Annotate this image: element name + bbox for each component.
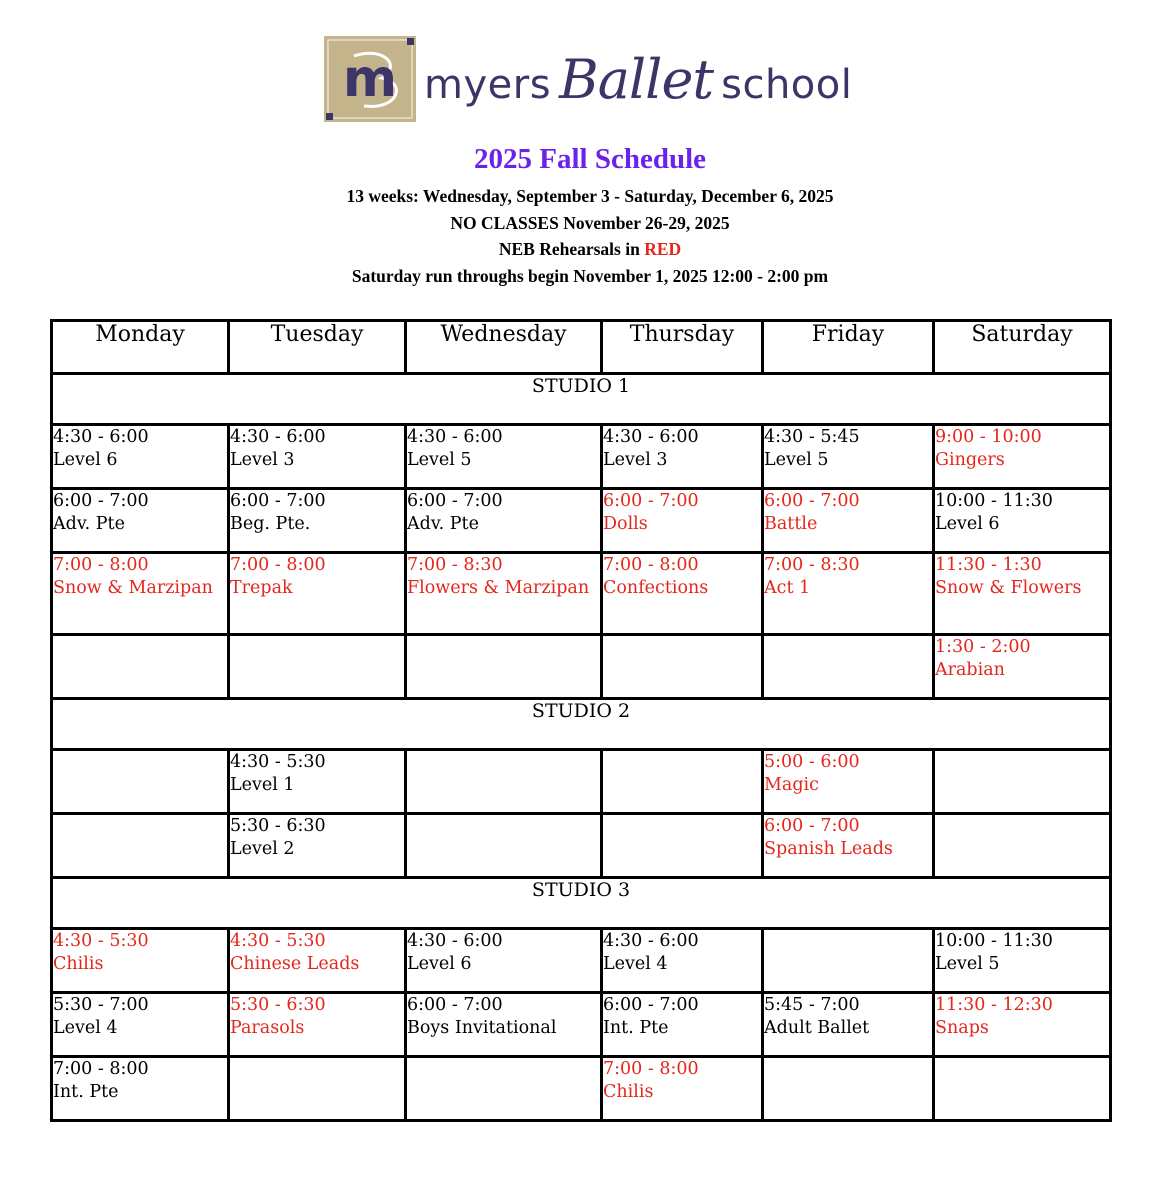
class-name: Adv. Pte xyxy=(53,514,125,534)
class-name: Level 5 xyxy=(764,450,829,470)
class-cell xyxy=(602,929,763,993)
table-row xyxy=(52,750,1111,814)
class-cell xyxy=(52,425,229,489)
class-name: Level 6 xyxy=(935,514,1000,534)
class-cell xyxy=(763,1057,934,1121)
table-row xyxy=(52,993,1111,1057)
class-time: 4:30 - 6:00 xyxy=(603,427,699,447)
class-cell xyxy=(602,993,763,1057)
class-name: Parasols xyxy=(230,1018,305,1038)
rehearsal-legend-red: RED xyxy=(644,239,682,259)
class-cell xyxy=(406,750,602,814)
logo-word-myers: myers xyxy=(424,61,552,108)
class-cell xyxy=(934,750,1111,814)
class-name: Dolls xyxy=(603,514,648,534)
class-time: 6:00 - 7:00 xyxy=(230,491,326,511)
class-cell xyxy=(934,1057,1111,1121)
class-cell xyxy=(934,489,1111,553)
class-name: Chilis xyxy=(603,1082,654,1102)
class-cell xyxy=(52,929,229,993)
class-cell xyxy=(52,553,229,635)
class-name: Snaps xyxy=(935,1018,989,1038)
class-cell xyxy=(602,635,763,699)
class-name: Flowers & Marzipan xyxy=(407,578,590,598)
class-name: Trepak xyxy=(230,578,293,598)
class-name: Int. Pte xyxy=(53,1082,119,1102)
class-name: Level 6 xyxy=(407,954,472,974)
class-name: Chilis xyxy=(53,954,104,974)
class-time: 7:00 - 8:00 xyxy=(603,555,699,575)
class-cell xyxy=(406,425,602,489)
class-time: 4:30 - 6:00 xyxy=(230,427,326,447)
class-cell xyxy=(52,489,229,553)
class-cell xyxy=(406,553,602,635)
class-time: 5:30 - 6:30 xyxy=(230,995,326,1015)
table-row xyxy=(52,425,1111,489)
class-time: 7:00 - 8:30 xyxy=(407,555,503,575)
class-cell xyxy=(406,1057,602,1121)
logo-word-school: school xyxy=(721,61,853,108)
day-header-tuesday: Tuesday xyxy=(229,321,406,374)
class-cell xyxy=(934,553,1111,635)
class-time: 11:30 - 12:30 xyxy=(935,995,1053,1015)
class-name: Level 1 xyxy=(230,775,295,795)
class-cell xyxy=(763,993,934,1057)
class-time: 11:30 - 1:30 xyxy=(935,555,1042,575)
page-title: 2025 Fall Schedule xyxy=(473,143,706,175)
table-row xyxy=(52,635,1111,699)
class-time: 6:00 - 7:00 xyxy=(764,816,860,836)
rehearsal-legend xyxy=(0,239,1170,260)
class-time: 5:30 - 7:00 xyxy=(53,995,149,1015)
class-time: 7:00 - 8:00 xyxy=(603,1059,699,1079)
class-time: 9:00 - 10:00 xyxy=(935,427,1042,447)
class-cell xyxy=(229,993,406,1057)
studio-2-label: STUDIO 2 xyxy=(52,699,1111,750)
class-cell xyxy=(602,814,763,878)
class-cell xyxy=(52,750,229,814)
table-row xyxy=(52,1057,1111,1121)
class-time: 6:00 - 7:00 xyxy=(603,491,699,511)
class-time: 7:00 - 8:30 xyxy=(764,555,860,575)
class-cell xyxy=(406,993,602,1057)
class-name: Battle xyxy=(764,514,818,534)
table-row xyxy=(52,553,1111,635)
class-cell xyxy=(229,814,406,878)
class-name: Level 2 xyxy=(230,839,295,859)
logo-monogram-icon xyxy=(324,36,416,122)
class-name: Confections xyxy=(603,578,709,598)
day-header-monday: Monday xyxy=(52,321,229,374)
class-time: 6:00 - 7:00 xyxy=(764,491,860,511)
class-time: 4:30 - 5:30 xyxy=(230,931,326,951)
class-time: 5:30 - 6:30 xyxy=(230,816,326,836)
class-name: Snow & Marzipan xyxy=(53,578,213,598)
studio-header-row xyxy=(52,374,1111,425)
class-cell xyxy=(406,635,602,699)
class-cell xyxy=(406,814,602,878)
class-time: 4:30 - 6:00 xyxy=(53,427,149,447)
day-header-saturday: Saturday xyxy=(934,321,1111,374)
class-name: Level 3 xyxy=(603,450,668,470)
class-time: 6:00 - 7:00 xyxy=(407,995,503,1015)
class-time: 4:30 - 6:00 xyxy=(603,931,699,951)
class-time: 10:00 - 11:30 xyxy=(935,491,1053,511)
class-cell xyxy=(763,929,934,993)
class-cell xyxy=(229,929,406,993)
class-cell xyxy=(52,1057,229,1121)
day-header-row xyxy=(52,321,1111,374)
svg-text:m: m xyxy=(342,49,398,109)
class-cell xyxy=(763,553,934,635)
class-time: 6:00 - 7:00 xyxy=(53,491,149,511)
studio-header-row xyxy=(52,699,1111,750)
class-cell xyxy=(406,929,602,993)
class-cell xyxy=(229,750,406,814)
class-name: Boys Invitational xyxy=(407,1018,557,1038)
class-time: 4:30 - 5:45 xyxy=(764,427,860,447)
class-cell xyxy=(763,814,934,878)
logo-word-ballet: Ballet xyxy=(559,47,714,111)
schedule-table xyxy=(50,319,1112,1122)
class-cell xyxy=(602,489,763,553)
day-header-wednesday: Wednesday xyxy=(406,321,602,374)
class-name: Level 4 xyxy=(603,954,668,974)
class-time: 7:00 - 8:00 xyxy=(53,555,149,575)
class-cell xyxy=(52,814,229,878)
school-logo xyxy=(324,36,852,122)
class-name: Spanish Leads xyxy=(764,839,893,859)
class-cell xyxy=(934,929,1111,993)
class-time: 4:30 - 6:00 xyxy=(407,931,503,951)
class-name: Level 5 xyxy=(935,954,1000,974)
table-row xyxy=(52,814,1111,878)
class-cell xyxy=(934,814,1111,878)
class-cell xyxy=(934,635,1111,699)
class-time: 4:30 - 5:30 xyxy=(230,752,326,772)
class-cell xyxy=(406,489,602,553)
class-name: Level 4 xyxy=(53,1018,118,1038)
class-name: Act 1 xyxy=(764,578,811,598)
class-time: 5:45 - 7:00 xyxy=(764,995,860,1015)
class-time: 6:00 - 7:00 xyxy=(407,491,503,511)
class-time: 7:00 - 8:00 xyxy=(230,555,326,575)
class-name: Level 5 xyxy=(407,450,472,470)
table-row xyxy=(52,929,1111,993)
class-time: 7:00 - 8:00 xyxy=(53,1059,149,1079)
class-cell xyxy=(229,1057,406,1121)
day-header-friday: Friday xyxy=(763,321,934,374)
class-time: 4:30 - 6:00 xyxy=(407,427,503,447)
class-time: 10:00 - 11:30 xyxy=(935,931,1053,951)
class-name: Level 3 xyxy=(230,450,295,470)
class-name: Gingers xyxy=(935,450,1005,470)
class-cell xyxy=(229,635,406,699)
studio-header-row xyxy=(52,878,1111,929)
day-header-thursday: Thursday xyxy=(602,321,763,374)
class-name: Adult Ballet xyxy=(764,1018,870,1038)
class-cell xyxy=(602,750,763,814)
class-time: 5:00 - 6:00 xyxy=(764,752,860,772)
class-cell xyxy=(52,993,229,1057)
class-time: 1:30 - 2:00 xyxy=(935,637,1031,657)
class-time: 4:30 - 5:30 xyxy=(53,931,149,951)
class-name: Adv. Pte xyxy=(407,514,479,534)
class-cell xyxy=(763,489,934,553)
session-dates: 13 weeks: Wednesday, September 3 - Saturday, December 6, 2025 xyxy=(346,186,834,206)
class-name: Snow & Flowers xyxy=(935,578,1082,598)
studio-3-label: STUDIO 3 xyxy=(52,878,1111,929)
studio-1-label: STUDIO 1 xyxy=(52,374,1111,425)
class-name: Int. Pte xyxy=(603,1018,669,1038)
class-cell xyxy=(602,425,763,489)
class-cell xyxy=(602,553,763,635)
class-cell xyxy=(763,635,934,699)
class-name: Chinese Leads xyxy=(230,954,360,974)
class-cell xyxy=(602,1057,763,1121)
class-cell xyxy=(934,425,1111,489)
run-through-note: Saturday run throughs begin November 1, 2025 12:00 - 2:00 pm xyxy=(351,266,829,286)
class-cell xyxy=(229,553,406,635)
no-classes-note: NO CLASSES November 26-29, 2025 xyxy=(450,213,730,233)
class-name: Level 6 xyxy=(53,450,118,470)
class-cell xyxy=(229,425,406,489)
class-cell xyxy=(229,489,406,553)
class-cell xyxy=(52,635,229,699)
table-row xyxy=(52,489,1111,553)
class-name: Arabian xyxy=(935,660,1005,680)
class-cell xyxy=(763,425,934,489)
class-name: Beg. Pte. xyxy=(230,514,311,534)
class-time: 6:00 - 7:00 xyxy=(603,995,699,1015)
rehearsal-legend-text: NEB Rehearsals in xyxy=(498,239,645,259)
class-cell xyxy=(934,993,1111,1057)
class-cell xyxy=(763,750,934,814)
class-name: Magic xyxy=(764,775,819,795)
